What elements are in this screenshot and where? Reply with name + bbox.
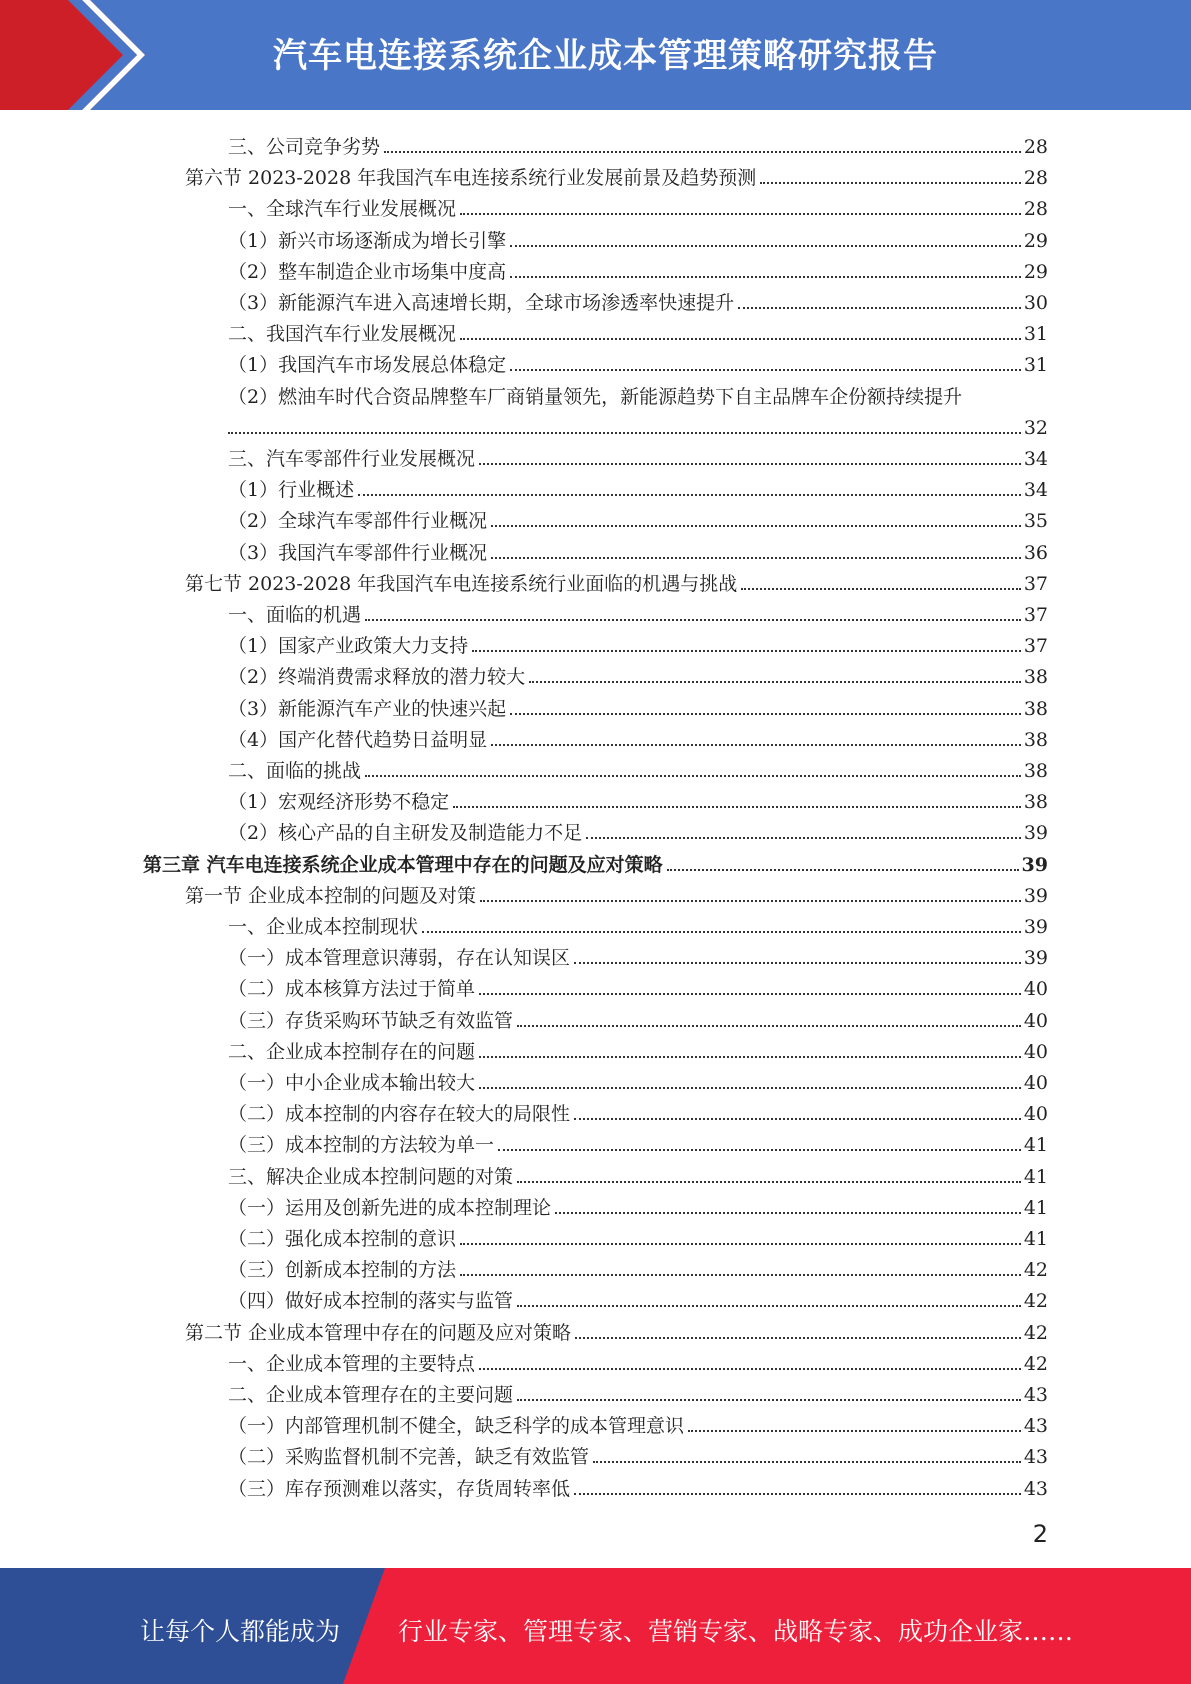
- toc-entry[interactable]: [228, 1095, 1048, 1126]
- dot-leader: [586, 837, 1021, 839]
- footer-slogan-right: 行业专家、管理专家、营销专家、战略专家、成功企业家……: [398, 1617, 1074, 1646]
- toc-entry-page: 39: [1023, 822, 1048, 845]
- dot-leader: [479, 463, 1021, 465]
- toc-entry-page: 29: [1023, 229, 1048, 252]
- dot-leader: [510, 276, 1021, 278]
- toc-entry[interactable]: [185, 565, 1048, 596]
- toc-entry-label: （三）创新成本控制的方法: [228, 1259, 457, 1282]
- toc-entry-label: （三）成本控制的方法较为单一: [228, 1134, 495, 1157]
- toc-entry[interactable]: [228, 1158, 1048, 1189]
- dot-leader: [365, 619, 1021, 621]
- toc-entry-page: 41: [1023, 1196, 1048, 1219]
- toc-entry[interactable]: [228, 502, 1048, 533]
- toc-entry-label: （二）成本核算方法过于简单: [228, 978, 476, 1001]
- toc-entry[interactable]: [228, 1220, 1048, 1251]
- toc-entry[interactable]: [228, 128, 1048, 159]
- toc-entry[interactable]: [185, 1314, 1048, 1345]
- toc-entry-page: 38: [1023, 760, 1048, 782]
- report-title: 汽车电连接系统企业成本管理策略研究报告: [273, 36, 938, 76]
- toc-entry-label: 二、企业成本控制存在的问题: [228, 1040, 476, 1063]
- toc-entry-page: 42: [1023, 1352, 1048, 1375]
- toc-entry[interactable]: [228, 190, 1048, 221]
- toc-entry-page: 40: [1023, 1009, 1048, 1032]
- toc-entry-page: 37: [1023, 604, 1048, 626]
- page-number: 2: [1032, 1520, 1048, 1548]
- toc-entry[interactable]: [228, 596, 1048, 627]
- dot-leader: [529, 681, 1021, 683]
- dot-leader: [574, 962, 1021, 964]
- toc-entry-page: 40: [1023, 978, 1048, 1001]
- toc-entry-label: （2）燃油车时代合资品牌整车厂商销量领先，新能源趋势下自主品牌车企份额持续提升: [228, 385, 963, 408]
- toc-entry-page: 42: [1023, 1259, 1048, 1282]
- dot-leader: [575, 1337, 1021, 1339]
- toc-entry[interactable]: [228, 222, 1048, 253]
- toc-entry[interactable]: [228, 783, 1048, 814]
- page-footer: [0, 1568, 1191, 1684]
- toc-entry-page: 41: [1023, 1228, 1048, 1250]
- toc-entry[interactable]: [228, 690, 1048, 721]
- toc-entry-page: 31: [1023, 323, 1048, 346]
- dot-leader: [228, 432, 1021, 434]
- toc-entry[interactable]: [228, 1470, 1048, 1501]
- toc-entry-label: （1）我国汽车市场发展总体稳定: [228, 354, 507, 377]
- toc-entry[interactable]: [228, 939, 1048, 970]
- dot-leader: [460, 1243, 1021, 1245]
- toc-entry-page: 43: [1023, 1477, 1048, 1500]
- footer-slogan-left: 让每个人都能成为: [140, 1617, 341, 1646]
- toc-entry-label: 第三章 汽车电连接系统企业成本管理中存在的问题及应对策略: [143, 853, 663, 876]
- dot-leader: [422, 931, 1021, 933]
- page-header: [0, 0, 1191, 110]
- toc-entry-page: 32: [1023, 416, 1048, 439]
- toc-entry-label: 二、面临的挑战: [228, 760, 362, 782]
- toc-entry-label: （一）中小企业成本输出较大: [228, 1072, 476, 1094]
- dot-leader: [510, 713, 1021, 715]
- dot-leader: [384, 151, 1021, 153]
- dot-leader: [738, 307, 1021, 309]
- toc-entry[interactable]: [228, 284, 1048, 315]
- toc-entry-label: 第二节 企业成本管理中存在的问题及应对策略: [185, 1321, 572, 1344]
- toc-entry-page: 43: [1023, 1384, 1048, 1406]
- toc-entry-label: 三、公司竞争劣势: [228, 136, 381, 158]
- dot-leader: [491, 525, 1021, 527]
- dot-leader: [491, 744, 1021, 746]
- toc-entry[interactable]: [228, 315, 1048, 346]
- toc-entry-page: 40: [1023, 1040, 1048, 1063]
- toc-entry-label: （3）新能源汽车产业的快速兴起: [228, 697, 507, 720]
- toc-entry-label: （一）成本管理意识薄弱，存在认知误区: [228, 947, 571, 970]
- toc-entry-label: 一、企业成本控制现状: [228, 916, 419, 938]
- toc-entry-page: 34: [1023, 448, 1048, 470]
- toc-entry-label: 一、企业成本管理的主要特点: [228, 1352, 476, 1375]
- dot-leader: [510, 369, 1021, 371]
- toc-entry-page: 41: [1023, 1165, 1048, 1188]
- toc-entry[interactable]: [228, 253, 1048, 284]
- toc-entry[interactable]: [185, 877, 1048, 908]
- toc-entry-label: （2）全球汽车零部件行业概况: [228, 510, 488, 533]
- toc-entry-page: 42: [1023, 1290, 1048, 1313]
- toc-entry-label: 二、企业成本管理存在的主要问题: [228, 1384, 514, 1406]
- toc-entry[interactable]: [228, 658, 1048, 689]
- toc-entry-page: 40: [1023, 1072, 1048, 1094]
- toc-entry-page: 39: [1023, 916, 1048, 938]
- toc-entry-page: 38: [1023, 728, 1048, 751]
- dot-leader: [365, 775, 1021, 777]
- toc-entry-page: 37: [1023, 572, 1048, 595]
- toc-entry-label: （一）运用及创新先进的成本控制理论: [228, 1196, 552, 1219]
- toc-entry-page: 40: [1023, 1103, 1048, 1126]
- toc-entry-label: 二、我国汽车行业发展概况: [228, 323, 457, 346]
- toc-entry-page: 38: [1023, 697, 1048, 720]
- toc-entry-page: 28: [1023, 136, 1048, 158]
- toc-entry-label: （2）终端消费需求释放的潜力较大: [228, 666, 526, 689]
- toc-entry[interactable]: [228, 471, 1048, 502]
- toc-entry-label: 一、面临的机遇: [228, 604, 362, 626]
- toc-entry[interactable]: [228, 970, 1048, 1001]
- dot-leader: [593, 1461, 1021, 1463]
- toc-entry[interactable]: [228, 908, 1048, 939]
- toc-entry-label: （二）强化成本控制的意识: [228, 1228, 457, 1250]
- toc-entry-label: （2）整车制造企业市场集中度高: [228, 260, 507, 283]
- toc-entry-continuation[interactable]: [228, 409, 1048, 440]
- dot-leader: [555, 1212, 1021, 1214]
- toc-entry-page: 38: [1023, 666, 1048, 689]
- dot-leader: [741, 588, 1021, 590]
- dot-leader: [479, 1087, 1021, 1089]
- dot-leader: [574, 1118, 1021, 1120]
- toc-entry-page: 39: [1023, 947, 1048, 970]
- toc-entry[interactable]: [228, 1033, 1048, 1064]
- toc-entry-label: （四）做好成本控制的落实与监管: [228, 1290, 514, 1313]
- dot-leader: [453, 806, 1021, 808]
- dot-leader: [517, 1305, 1021, 1307]
- toc-entry[interactable]: [228, 1189, 1048, 1220]
- toc-entry-page: 35: [1023, 510, 1048, 533]
- toc-entry-label: 三、解决企业成本控制问题的对策: [228, 1165, 514, 1188]
- toc-entry-label: （一）内部管理机制不健全，缺乏科学的成本管理意识: [228, 1415, 685, 1438]
- toc-entry-page: 31: [1023, 354, 1048, 377]
- dot-leader: [479, 1056, 1021, 1058]
- toc-entry-page: 34: [1023, 479, 1048, 502]
- toc-entry-page: 28: [1023, 167, 1048, 190]
- dot-leader: [480, 900, 1021, 902]
- dot-leader: [574, 1493, 1021, 1495]
- dot-leader: [460, 1274, 1021, 1276]
- dot-leader: [498, 1149, 1021, 1151]
- toc-entry-label: （三）库存预测难以落实，存货周转率低: [228, 1477, 571, 1500]
- toc-entry[interactable]: [228, 814, 1048, 845]
- toc-entry-page: 38: [1023, 791, 1048, 814]
- dot-leader: [667, 869, 1019, 871]
- toc-entry-label: 三、汽车零部件行业发展概况: [228, 448, 476, 470]
- dot-leader: [688, 1430, 1021, 1432]
- toc-entry-label: （1）行业概述: [228, 479, 355, 502]
- toc-entry[interactable]: [228, 1407, 1048, 1438]
- toc-entry-page: 39: [1023, 884, 1048, 907]
- toc-entry-label: 第六节 2023-2028 年我国汽车电连接系统行业发展前景及趋势预测: [185, 167, 757, 190]
- dot-leader: [510, 245, 1021, 247]
- toc-entry[interactable]: [228, 1376, 1048, 1407]
- toc-entry-label: （二）采购监督机制不完善，缺乏有效监管: [228, 1446, 590, 1469]
- toc-entry-page: 42: [1023, 1321, 1048, 1344]
- toc-entry[interactable]: [228, 1064, 1048, 1095]
- toc-entry[interactable]: [228, 627, 1048, 658]
- toc-entry[interactable]: [228, 1282, 1048, 1313]
- toc-entry-label: （3）我国汽车零部件行业概况: [228, 541, 488, 564]
- toc-entry-page: 29: [1023, 260, 1048, 283]
- toc-entry-page: 37: [1023, 635, 1048, 658]
- dot-leader: [491, 557, 1021, 559]
- dot-leader: [479, 993, 1021, 995]
- toc-entry-page: 36: [1023, 541, 1048, 564]
- toc-entry[interactable]: [228, 346, 1048, 377]
- toc-chapter-entry[interactable]: [143, 846, 1048, 877]
- toc-entry[interactable]: [228, 721, 1048, 752]
- toc-entry-page: 43: [1023, 1446, 1048, 1469]
- toc-entry-page: 28: [1023, 198, 1048, 221]
- toc-entry-label: 一、全球汽车行业发展概况: [228, 198, 457, 221]
- toc-entry[interactable]: [228, 534, 1048, 565]
- toc-entry-page: 43: [1023, 1415, 1048, 1438]
- toc-entry-label: （二）成本控制的内容存在较大的局限性: [228, 1103, 571, 1126]
- dot-leader: [472, 650, 1021, 652]
- toc-entry[interactable]: [228, 378, 1048, 409]
- dot-leader: [460, 338, 1021, 340]
- toc-entry-label: （1）国家产业政策大力支持: [228, 635, 469, 658]
- toc-entry[interactable]: [228, 1126, 1048, 1157]
- dot-leader: [460, 213, 1021, 215]
- toc-entry-page: 39: [1021, 853, 1048, 876]
- dot-leader: [479, 1368, 1021, 1370]
- toc-entry[interactable]: [228, 1002, 1048, 1033]
- toc-entry[interactable]: [228, 440, 1048, 471]
- dot-leader: [760, 182, 1021, 184]
- toc-entry-label: 第一节 企业成本控制的问题及对策: [185, 884, 477, 907]
- toc-entry-page: 30: [1023, 292, 1048, 314]
- toc-entry-label: （3）新能源汽车进入高速增长期，全球市场渗透率快速提升: [228, 292, 735, 314]
- toc-entry[interactable]: [228, 1251, 1048, 1282]
- toc-entry-label: （4）国产化替代趋势日益明显: [228, 728, 488, 751]
- dot-leader: [358, 494, 1021, 496]
- dot-leader: [517, 1399, 1021, 1401]
- toc-entry[interactable]: [228, 752, 1048, 783]
- toc-entry-label: 第七节 2023-2028 年我国汽车电连接系统行业面临的机遇与挑战: [185, 572, 738, 595]
- toc-entry[interactable]: [228, 1438, 1048, 1469]
- toc-entry[interactable]: [185, 159, 1048, 190]
- toc-entry[interactable]: [228, 1345, 1048, 1376]
- toc-entry-label: （2）核心产品的自主研发及制造能力不足: [228, 822, 583, 845]
- toc-entry-page: 41: [1023, 1134, 1048, 1157]
- dot-leader: [517, 1181, 1021, 1183]
- toc-entry-label: （1）新兴市场逐渐成为增长引擎: [228, 229, 507, 252]
- toc-entry-label: （三）存货采购环节缺乏有效监管: [228, 1009, 514, 1032]
- toc-entry-label: （1）宏观经济形势不稳定: [228, 791, 450, 814]
- dot-leader: [517, 1025, 1021, 1027]
